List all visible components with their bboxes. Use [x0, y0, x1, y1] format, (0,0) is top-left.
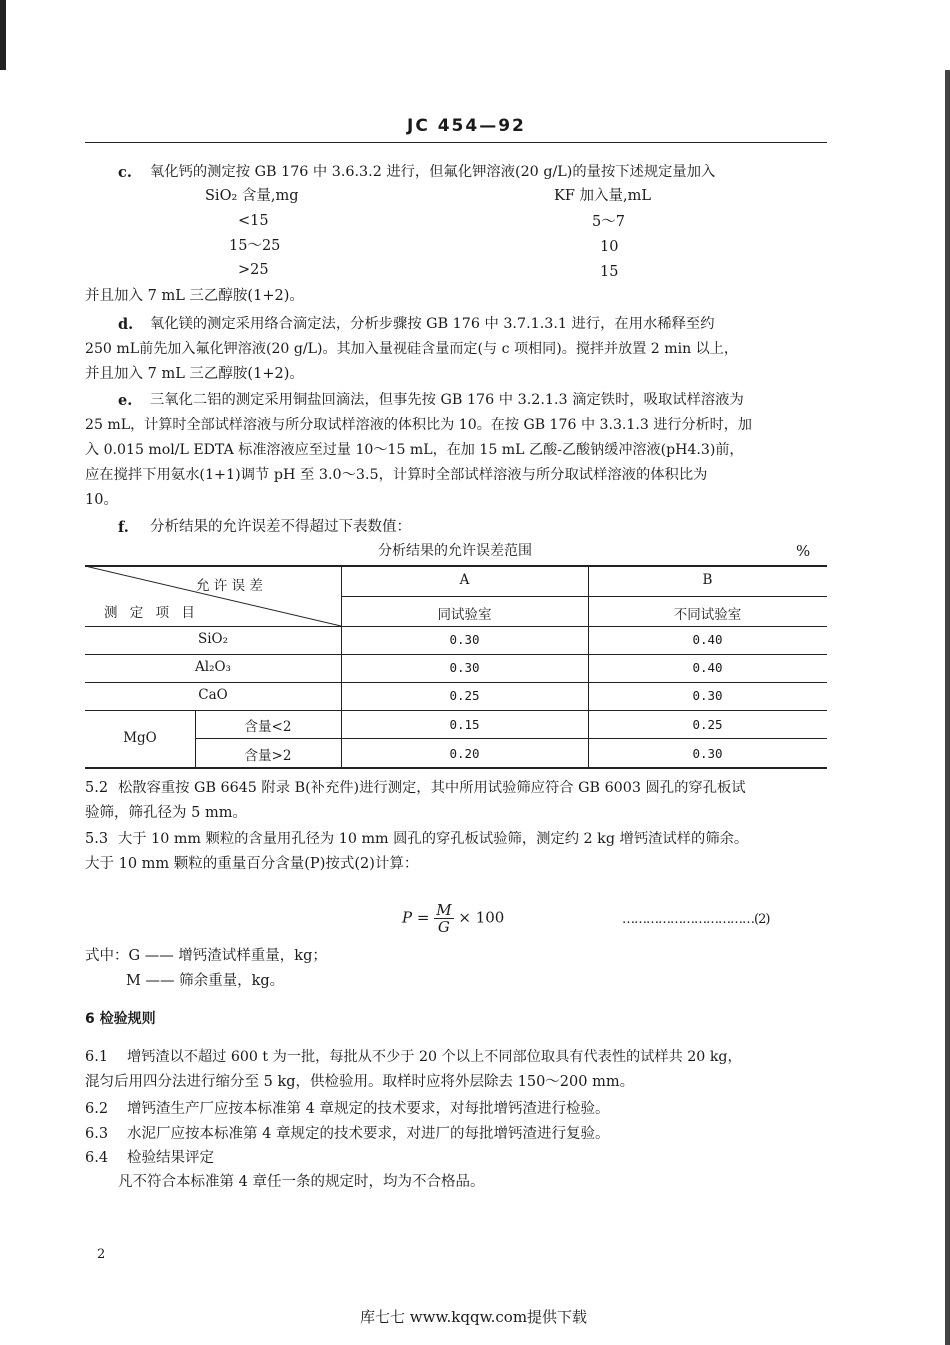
- column-a-subheader: 同试验室: [437, 607, 492, 623]
- item-c-text: 氧化钙的测定按 GB 176 中 3.6.3.2 进行，但氟化钾溶液(20 g/L)的量按下述规定量加入: [150, 164, 716, 180]
- row-sio2-a: 0.30: [449, 632, 480, 647]
- item-e-line1: 三氧化二铝的测定采用铜盐回滴法，但事先按 GB 176 中 3.2.1.3 滴定铁时，吸取试样溶液为: [150, 392, 744, 408]
- kf-value-3: 15: [600, 264, 619, 280]
- clause-6-2-number: 6.2: [85, 1101, 109, 1117]
- table-unit: %: [796, 542, 811, 560]
- item-d-line1: 氧化镁的测定采用络合滴定法，分析步骤按 GB 176 中 3.7.1.3.1 进行，在用水稀释至约: [150, 316, 715, 332]
- clause-6-3-number: 6.3: [85, 1126, 109, 1142]
- where-line2: M —— 筛余重量，kg。: [126, 973, 285, 989]
- item-f-marker: f.: [118, 519, 129, 536]
- item-e-marker: e.: [118, 392, 133, 409]
- formula-fraction: [434, 902, 453, 935]
- column-b-header: B: [702, 572, 713, 588]
- item-e-line5: 10。: [85, 492, 118, 508]
- kf-value-2: 10: [600, 239, 619, 255]
- clause-6-4-sub: 凡不符合本标准第 4 章任一条的规定时，均为不合格品。: [118, 1174, 485, 1190]
- formula-numerator: M: [436, 901, 452, 919]
- mgo-high-a: 0.20: [449, 746, 480, 761]
- sio2-column-header: SiO₂ 含量,mg: [205, 188, 299, 204]
- item-d-marker: d.: [118, 316, 134, 333]
- row-sio2-b: 0.40: [692, 632, 723, 647]
- row-item-cao: CaO: [198, 687, 228, 703]
- mgo-high-b: 0.30: [692, 746, 723, 761]
- scan-edge-mark-left: [0, 0, 6, 70]
- download-footer: 库七七 www.kqqw.com提供下载: [360, 1308, 588, 1326]
- clause-6-2-text: 增钙渣生产厂应按本标准第 4 章规定的技术要求，对每批增钙渣进行检验。: [127, 1101, 610, 1117]
- clause-6-4-text: 检验结果评定: [127, 1150, 214, 1166]
- item-d-line3: 并且加入 7 mL 三乙醇胺(1+2)。: [85, 366, 304, 382]
- where-line1: 式中：G —— 增钙渣试样重量，kg；: [85, 948, 327, 964]
- item-e-line2: 25 mL，计算时全部试样溶液与所分取试样溶液的体积比为 10。在按 GB 176 中 3.3.1.3 进行分析时，加: [85, 417, 752, 433]
- item-e-line3: 入 0.015 mol/L EDTA 标准溶液应至过量 10～15 mL，在加 15 mL 乙酸-乙酸钠缓冲溶液(pH4.3)前，: [85, 442, 744, 458]
- clause-5-2-number: 5.2: [85, 780, 109, 796]
- mgo-condition-low: 含量<2: [244, 719, 292, 735]
- column-b-subheader: 不同试验室: [673, 607, 742, 623]
- row-item-sio2: SiO₂: [197, 631, 229, 647]
- table-title: 分析结果的允许误差范围: [378, 543, 532, 559]
- formula-number: ……………………………(2): [622, 912, 770, 927]
- column-a-header: A: [459, 572, 470, 588]
- clause-6-3-text: 水泥厂应按本标准第 4 章规定的技术要求，对进厂的每批增钙渣进行复验。: [127, 1126, 610, 1142]
- table-bottom-rule: [85, 767, 827, 769]
- header-rule: [85, 142, 827, 143]
- clause-5-3-line1: 大于 10 mm 颗粒的含量用孔径为 10 mm 圆孔的穿孔板试验筛，测定约 2 kg 增钙渣试样的筛余。: [118, 831, 749, 847]
- clause-6-1-line2: 混匀后用四分法进行缩分至 5 kg，供检验用。取样时应将外层除去 150～200 mm。: [85, 1074, 635, 1090]
- section-6-title: 6 检验规则: [85, 1011, 156, 1027]
- row-cao-a: 0.25: [449, 688, 480, 703]
- kf-value-1: 5～7: [592, 214, 625, 230]
- kf-column-header: KF 加入量,mL: [554, 188, 651, 204]
- row-item-mgo: MgO: [123, 730, 157, 746]
- sio2-value-1: <15: [238, 213, 269, 229]
- clause-6-1-line1: 增钙渣以不超过 600 t 为一批，每批从不少于 20 个以上不同部位取具有代表性的试样共 20 kg，: [127, 1049, 742, 1065]
- formula-2: [402, 902, 504, 935]
- clause-5-3-number: 5.3: [85, 831, 109, 847]
- formula-denominator: G: [437, 918, 450, 936]
- clause-5-2-line1: 松散容重按 GB 6645 附录 B(补充件)进行测定，其中所用试验筛应符合 GB 6003 圆孔的穿孔板试: [118, 780, 746, 796]
- diagonal-header-item: 测 定 项 目: [104, 605, 195, 621]
- sio2-value-3: >25: [238, 262, 269, 278]
- mgo-low-b: 0.25: [692, 717, 723, 732]
- item-f-text: 分析结果的允许误差不得超过下表数值：: [150, 519, 411, 535]
- row-al2o3-b: 0.40: [692, 660, 723, 675]
- document-code: JC 454—92: [407, 116, 526, 136]
- clause-6-1-number: 6.1: [85, 1049, 109, 1065]
- row-al2o3-a: 0.30: [449, 660, 480, 675]
- row-cao-b: 0.30: [692, 688, 723, 703]
- item-c-marker: c.: [118, 164, 132, 181]
- sio2-value-2: 15～25: [229, 238, 281, 254]
- formula-lhs: P =: [402, 908, 430, 927]
- scan-edge-mark-right: [945, 70, 950, 1345]
- mgo-low-a: 0.15: [449, 717, 480, 732]
- clause-6-4-number: 6.4: [85, 1150, 109, 1166]
- item-c-tail: 并且加入 7 mL 三乙醇胺(1+2)。: [85, 288, 304, 304]
- item-d-line2: 250 mL前先加入氟化钾溶液(20 g/L)。其加入量视硅含量而定(与 c 项相同)。搅拌并放置 2 min 以上，: [85, 341, 738, 357]
- formula-rhs: × 100: [458, 908, 505, 927]
- clause-5-3-line2: 大于 10 mm 颗粒的重量百分含量(P)按式(2)计算：: [85, 856, 419, 872]
- row-item-al2o3: Al₂O₃: [195, 659, 231, 675]
- page-number: 2: [97, 1247, 106, 1262]
- diagonal-header-tolerance: 允 许 误 差: [196, 578, 263, 594]
- mgo-condition-high: 含量>2: [244, 748, 292, 764]
- clause-5-2-line2: 验筛，筛孔径为 5 mm。: [85, 805, 247, 821]
- item-e-line4: 应在搅拌下用氨水(1+1)调节 pH 至 3.0～3.5，计算时全部试样溶液与所分取试样溶液的体积比为: [85, 467, 708, 483]
